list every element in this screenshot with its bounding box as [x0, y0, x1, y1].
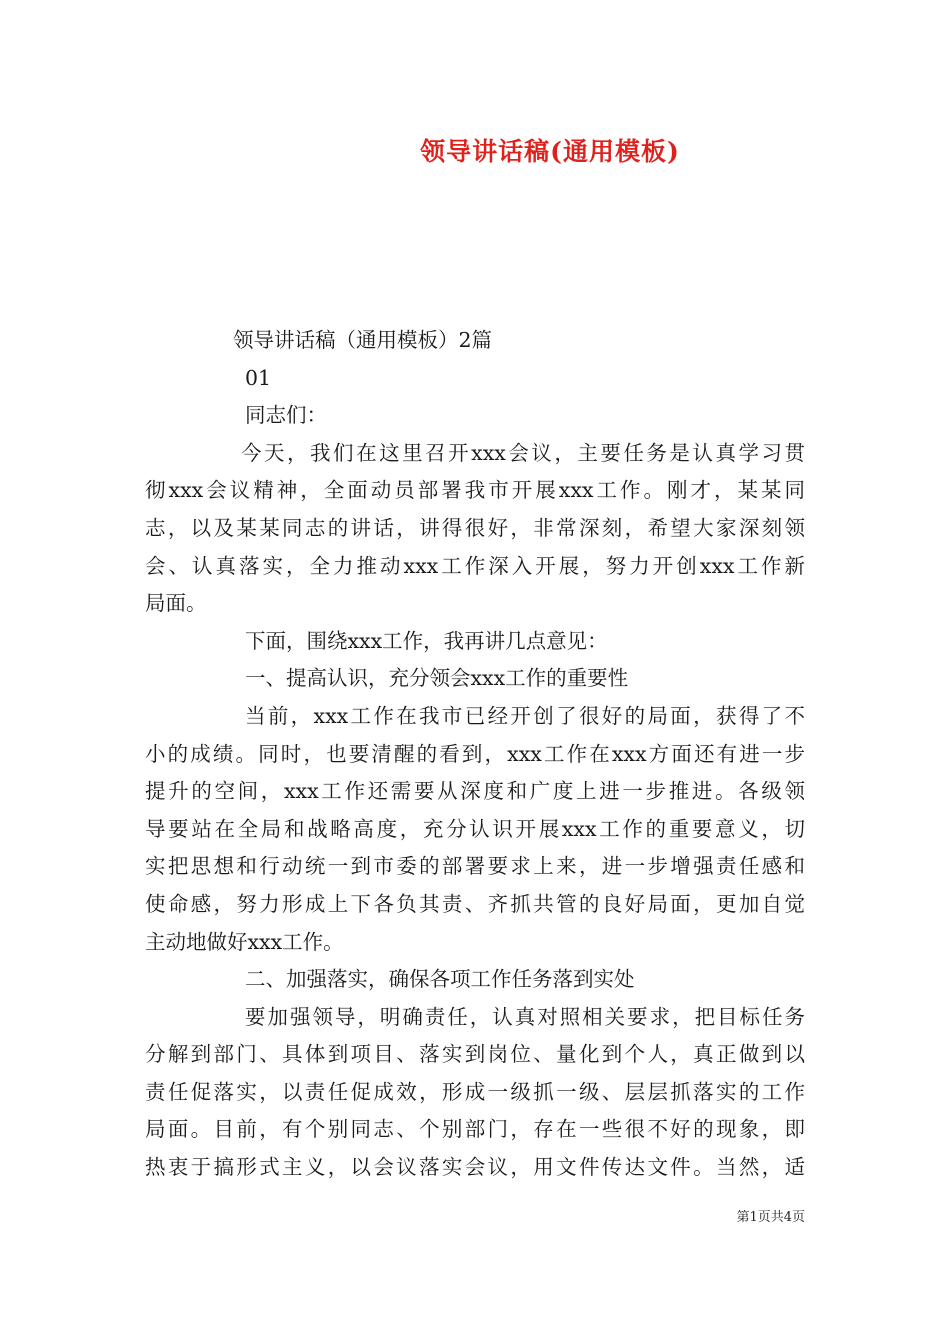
body-line: 一、提高认识，充分领会xxx工作的重要性 [245, 666, 629, 691]
body-line: 下面，围绕xxx工作，我再讲几点意见： [245, 628, 608, 653]
body-line: 同志们： [245, 403, 327, 428]
body-line: 提升的空间，xxx工作还需要从深度和广度上进一步推进。各级领 [145, 779, 805, 804]
body-line: 分解到部门、具体到项目、落实到岗位、量化到个人，真正做到以 [145, 1042, 805, 1067]
body-line: 要加强领导，明确责任，认真对照相关要求，把目标任务 [245, 1004, 805, 1029]
body-line: 实把思想和行动统一到市委的部署要求上来，进一步增强责任感和 [145, 854, 805, 879]
body-line: 今天，我们在这里召开xxx会议，主要任务是认真学习贯 [241, 440, 805, 465]
body-line: 会、认真落实，全力推动xxx工作深入开展，努力开创xxx工作新 [145, 553, 805, 578]
body-line: 小的成绩。同时，也要清醒的看到，xxx工作在xxx方面还有进一步 [145, 741, 805, 766]
body-line: 热衷于搞形式主义，以会议落实会议，用文件传达文件。当然，适 [145, 1155, 805, 1180]
body-line: 01 [245, 365, 272, 390]
body-line: 当前，xxx工作在我市已经开创了很好的局面，获得了不 [245, 703, 805, 728]
body-line: 二、加强落实，确保各项工作任务落到实处 [245, 967, 635, 992]
body-line: 责任促落实，以责任促成效，形成一级抓一级、层层抓落实的工作 [145, 1079, 805, 1104]
page-number: 第1页共4页 [736, 1210, 805, 1225]
document-body [145, 322, 805, 1187]
body-line: 主动地做好xxx工作。 [145, 929, 344, 954]
document-title: 领导讲话稿(通用模板) [420, 137, 680, 166]
body-line: 彻xxx会议精神，全面动员部署我市开展xxx工作。刚才，某某同 [145, 478, 805, 503]
body-line: 局面。目前，有个别同志、个别部门，存在一些很不好的现象，即 [145, 1117, 805, 1142]
body-line: 志，以及某某同志的讲话，讲得很好，非常深刻，希望大家深刻领 [145, 515, 805, 540]
body-line: 领导讲话稿（通用模板）2篇 [233, 328, 493, 352]
body-line: 使命感，努力形成上下各负其责、齐抓共管的良好局面，更加自觉 [145, 891, 805, 916]
body-line: 局面。 [145, 591, 207, 616]
body-line: 导要站在全局和战略高度，充分认识开展xxx工作的重要意义，切 [145, 816, 805, 841]
